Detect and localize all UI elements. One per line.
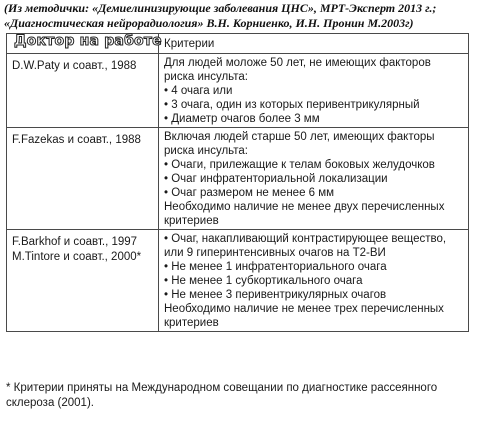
author-cell: [7, 230, 159, 332]
author-name: D.W.Paty и соавт., 1988: [12, 60, 137, 72]
footnote-line-2: склероза (2001).: [6, 397, 94, 409]
criteria-bullet-item: • Очаг размером не менее 6 мм: [164, 186, 463, 200]
table-row: [7, 230, 469, 332]
criteria-cell: [159, 54, 469, 128]
table-row: [7, 128, 469, 230]
criteria-text-line: Необходимо наличие не менее трех перечисленных: [164, 303, 444, 315]
author-name: M.Tintore и соавт., 2000*: [12, 251, 142, 263]
criteria-bullet-item: • 4 очага или: [164, 84, 463, 98]
watermark-label: Доктор на работе: [14, 33, 162, 49]
criteria-cell: [159, 128, 469, 230]
source-note-line-1: (Из методички: «Демиелинизирующие заболевания ЦНС», МРТ-Эксперт 2013 г.;: [4, 1, 437, 15]
criteria-text-line: Для людей моложе 50 лет, не имеющих факторов: [164, 57, 431, 69]
criteria-text-line: критериев: [164, 215, 219, 227]
footnote-line-1: * Критерии приняты на Международном совещании по диагностике рассеянного: [6, 382, 438, 394]
criteria-text-line: Необходимо наличие не менее двух перечисленных: [164, 201, 445, 213]
criteria-text-line: или 9 гиперинтенсивных очагов на Т2-ВИ: [164, 247, 386, 259]
criteria-text-line: Включая людей старше 50 лет, имеющих факторы: [164, 131, 435, 143]
criteria-cell: [159, 230, 469, 332]
criteria-bullet-item: • Очаг инфратенториальной локализации: [164, 172, 463, 186]
criteria-text-line: риска инсульта:: [164, 71, 248, 83]
footnote: [6, 381, 472, 411]
criteria-bullet-item: • Не менее 1 субкортикального очага: [164, 274, 463, 288]
author-name: F.Fazekas и соавт., 1988: [12, 134, 141, 146]
table-row: [7, 54, 469, 128]
criteria-text-line: критериев: [164, 317, 219, 329]
criteria-bullet-item: • 3 очага, один из которых перивентрикулярный: [164, 98, 463, 112]
author-cell: [7, 54, 159, 128]
criteria-bullet-item: • Не менее 1 инфратенториального очага: [164, 260, 463, 274]
criteria-bullet-item: • Не менее 3 перивентрикулярных очагов: [164, 288, 463, 302]
criteria-text-line: риска инсульта:: [164, 145, 248, 157]
author-name: F.Barkhof и соавт., 1997: [12, 236, 138, 248]
source-note: [4, 1, 476, 31]
criteria-bullet-item: • Диаметр очагов более 3 мм: [164, 112, 463, 126]
table-body: [7, 54, 469, 332]
header-criteria: Критерии: [159, 34, 469, 54]
criteria-bullet-item: • Очаги, прилежащие к телам боковых желудочков: [164, 158, 463, 172]
ms-criteria-table: [6, 33, 469, 332]
source-note-line-2: «Диагностическая нейрорадиология» В.Н. Корниенко, И.Н. Пронин М.2003г): [4, 16, 414, 30]
author-cell: [7, 128, 159, 230]
criteria-bullet-item: • Очаг, накапливающий контрастирующее вещество,: [164, 232, 463, 246]
